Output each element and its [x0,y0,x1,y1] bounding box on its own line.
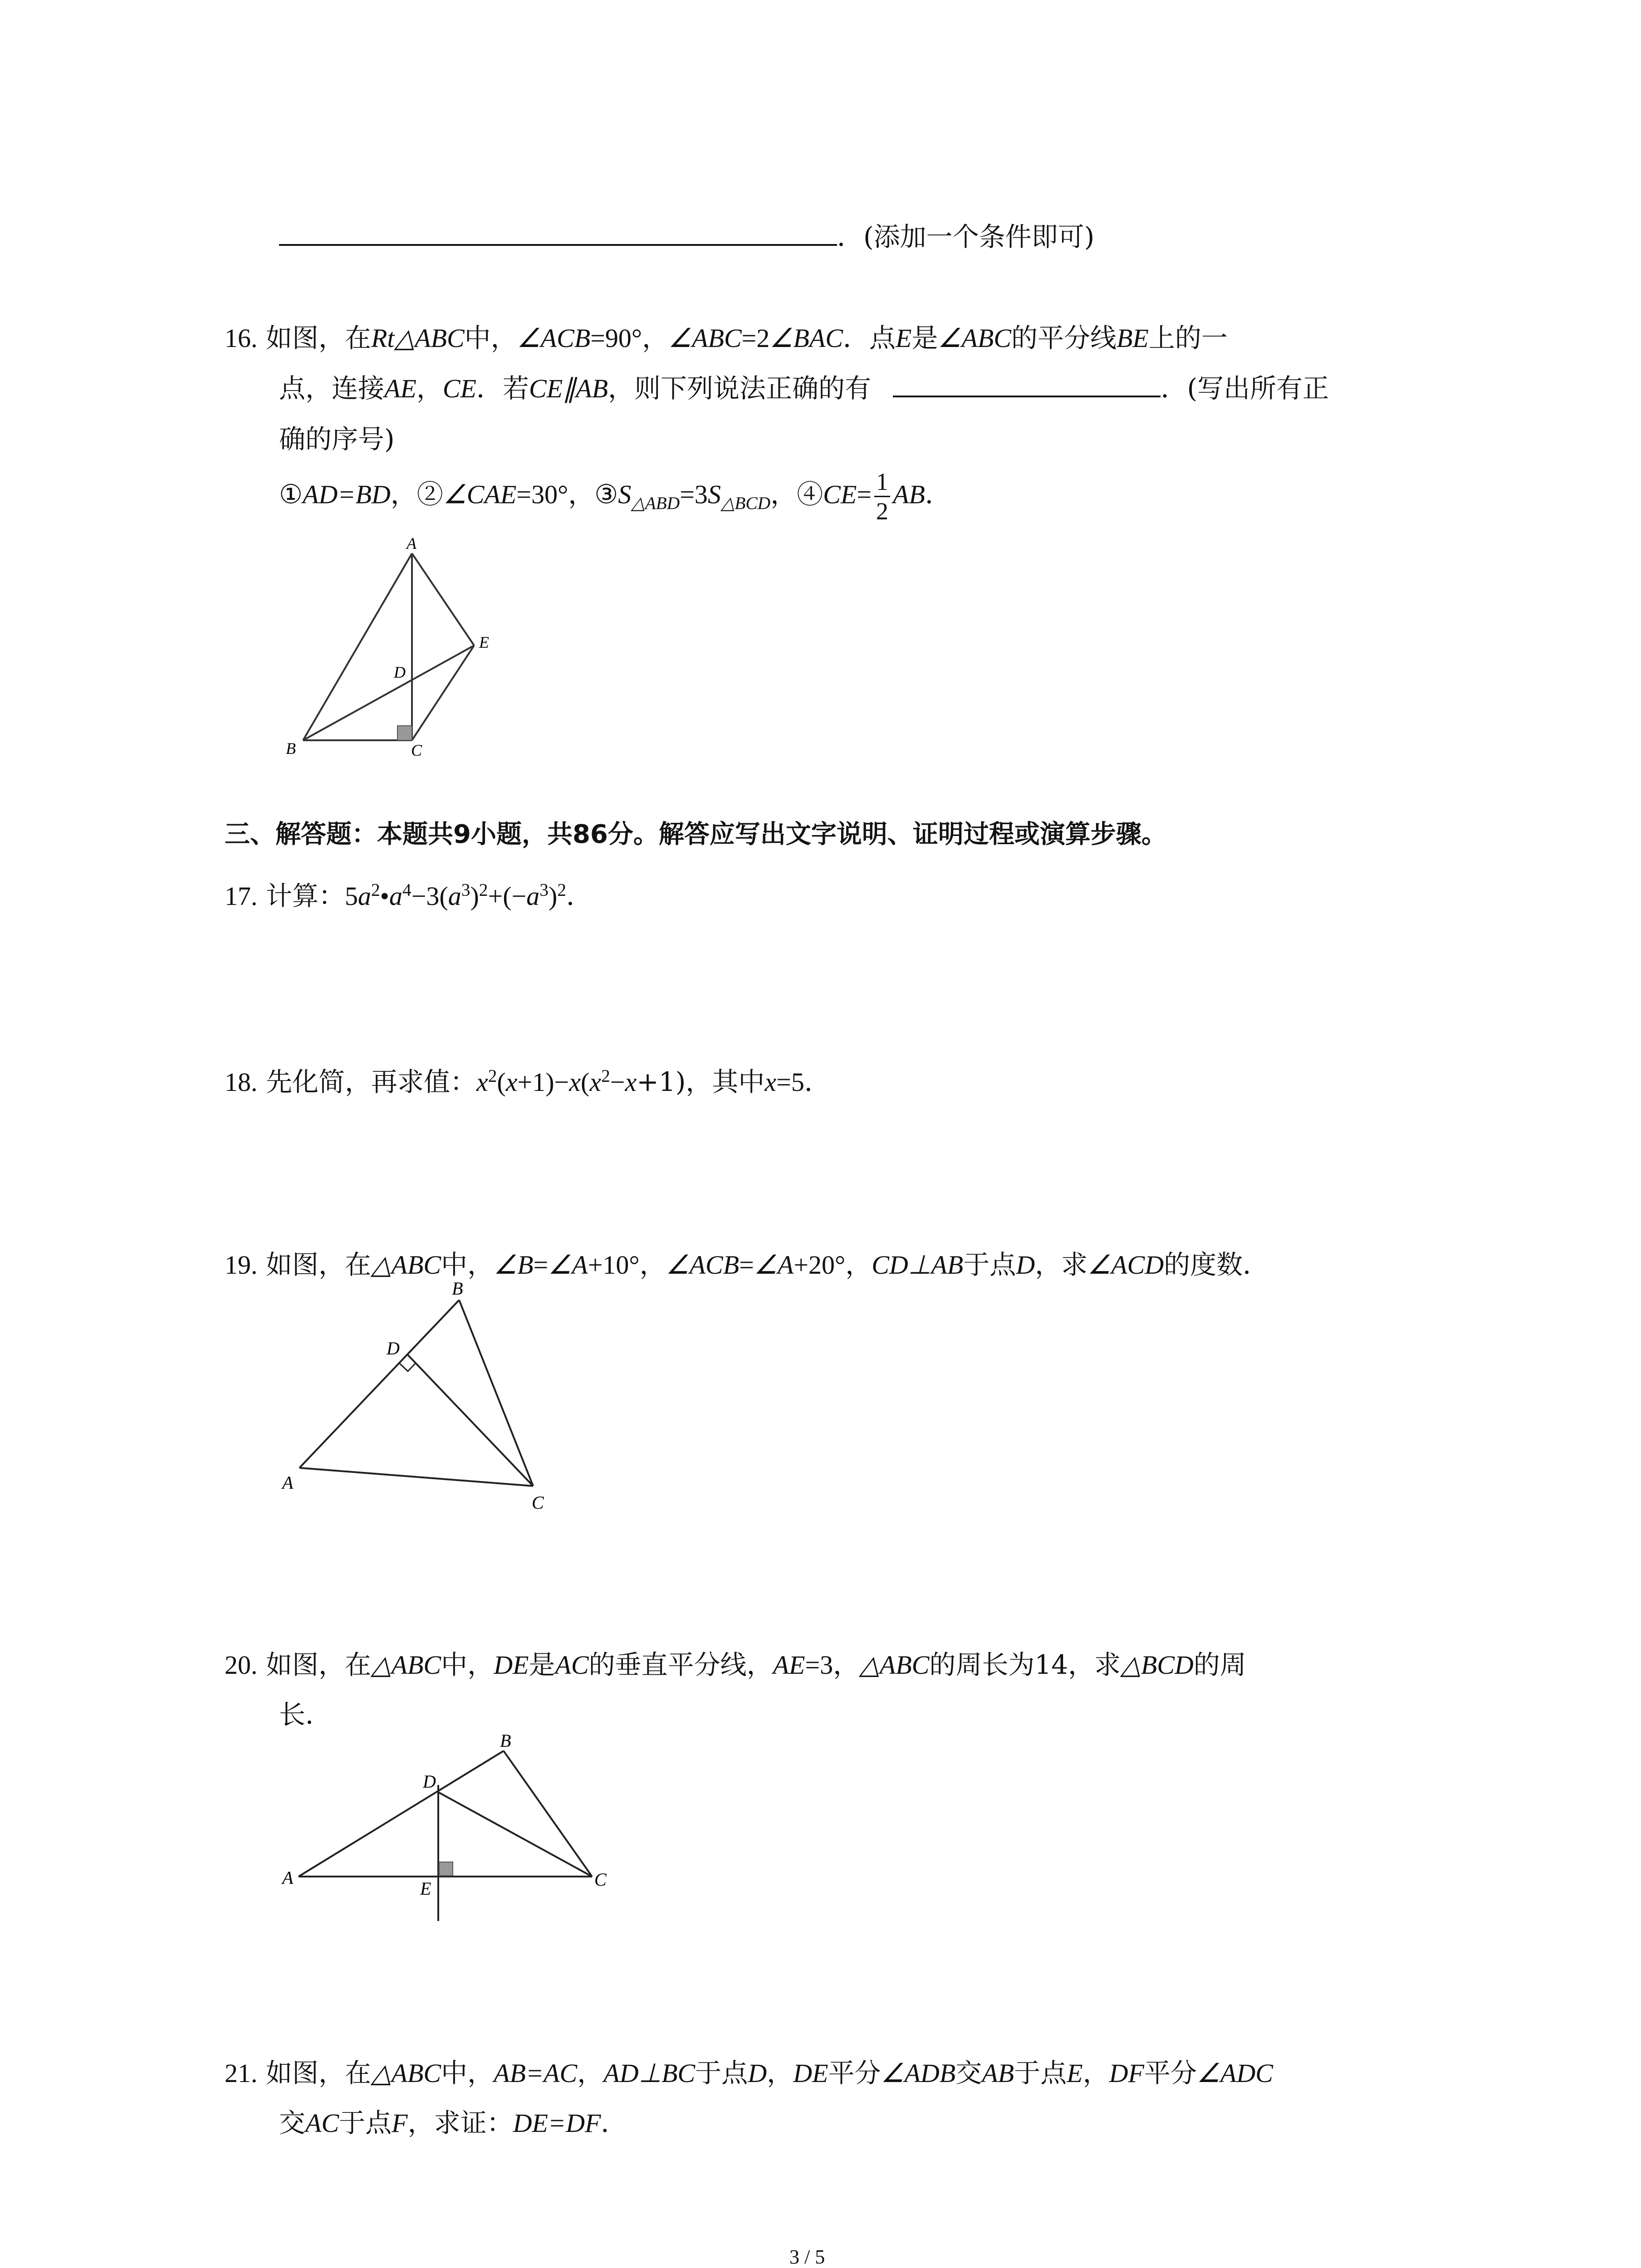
q19-math: = [533,1250,549,1280]
q20-text: 是 [529,1649,555,1680]
q17-exp: 3 [461,880,470,900]
q18-math: x [764,1067,777,1097]
q16-math: CE [442,374,477,403]
q16-text: ．(写出所有正 [1161,373,1329,404]
page-number: 3 / 5 [789,2246,825,2268]
option-marker: ① [279,479,303,510]
q21-text: ， [767,2058,794,2088]
q16-text: ．点 [843,323,896,353]
segment-bc [459,1300,533,1486]
q17-math: a [358,881,371,911]
question-number: 16. [225,323,258,353]
q21-math: DF [1109,2058,1144,2088]
q16-math: ∠BAC [769,323,843,353]
q19-line [225,1246,1269,1283]
q16-math: Rt△ABC [371,323,465,353]
q17-text: 计算： [265,880,345,911]
q16-line-3 [279,421,395,457]
question-number: 21. [225,2058,258,2088]
label-c: C [532,1492,544,1513]
separator: ， [770,479,797,510]
q15-suffix: ．(添加一个条件即可) [837,221,1095,252]
option-1: AD=BD [303,479,391,509]
label-d: D [387,1338,400,1359]
q17-math: a [389,881,402,911]
q16-math: BE [1116,323,1149,353]
segment-be [303,645,474,740]
q19-math: ∠A [754,1250,794,1280]
q18-math: ( [497,1067,506,1097]
q16-math: E [895,323,912,353]
segment-dc [438,1792,592,1877]
q21-math: ∠ADB [881,2058,956,2088]
q16-text: ， [416,373,443,404]
q16-text: 确的序号) [279,424,395,455]
label-d: D [394,663,406,681]
question-number: 19. [225,1250,258,1280]
q18-text: 先化简，再求值： [265,1066,476,1097]
q18-line [225,1064,831,1100]
q20-line-2 [279,1696,332,1733]
label-d: D [423,1771,436,1792]
fraction-numerator: 1 [874,469,890,497]
separator: ， [390,479,417,510]
q20-text: 的垂直平分线， [588,1649,773,1680]
option-3: =3 [680,479,708,509]
q21-text: ． [601,2107,627,2138]
q21-text: ，求证： [407,2107,513,2138]
q21-text: 于点 [1014,2058,1067,2088]
q21-math: △ABC [371,2058,441,2088]
q17-math: +(− [488,881,527,911]
q17-math: a [448,881,461,911]
q21-math: F [392,2108,408,2138]
q18-math: =5． [776,1067,831,1097]
option-3-sub: △BCD [720,493,771,513]
q20-line-1 [225,1647,1246,1683]
fraction-one-half [874,469,890,523]
q16-options [279,469,951,523]
segment-cd [407,1354,533,1486]
q20-text: 如图，在 [265,1649,371,1680]
option-4: CE [823,479,857,509]
option-3: S [618,479,632,509]
q16-math: =90°， [590,323,669,353]
q16-math: ∠ABC [668,323,742,353]
separator: ． [925,479,951,510]
q16-text: 是 [911,323,938,353]
q18-math: ( [580,1067,590,1097]
q19-math: D [1016,1250,1035,1280]
q21-line-2 [279,2105,627,2141]
q16-text: 的平分线 [1011,323,1117,353]
q20-math: AC [555,1650,589,1680]
segment-ce [412,645,474,740]
q20-text: 的周长为14，求 [929,1649,1121,1680]
label-e: E [479,633,489,651]
q21-line-1 [225,2055,1273,2092]
q17-math: ) [470,881,479,911]
q20-text: 中， [441,1649,494,1680]
q17-math: ) [548,881,558,911]
section-heading: 三、解答题：本题共9小题，共86分。解答应写出文字说明、证明过程或演算步骤。 [225,820,1167,849]
q20-math: △ABC [371,1650,441,1680]
answer-blank [893,370,1161,397]
q17-exp: 2 [371,880,380,900]
q20-math: DE [494,1650,529,1680]
q17-math: • [380,881,389,911]
segment-ab [303,553,412,740]
q19-text: 于点 [963,1249,1016,1280]
q21-math: AB [982,2058,1014,2088]
q18-math: x [476,1067,488,1097]
q21-text: 平分 [1144,2058,1197,2088]
q20-math: AE [773,1650,805,1680]
q17-math: −3( [411,881,448,911]
q19-math: ∠ACD [1087,1250,1164,1280]
segment-ac [299,1468,533,1486]
right-angle-mark [439,1862,453,1876]
answer-blank [279,217,837,246]
question-number: 17. [225,881,258,911]
q17-line [225,878,593,914]
segment-ab [299,1751,504,1877]
segment-bc [504,1751,592,1877]
q21-text: 于点 [695,2058,748,2088]
option-4: = [857,479,872,509]
q19-math: ∠B [494,1250,534,1280]
option-marker: ④ [797,479,823,510]
q21-text: ， [577,2058,604,2088]
q17-math: a [526,881,540,911]
q21-text: ， [1083,2058,1109,2088]
q19-math: ∠ACB [666,1250,740,1280]
q20-math: △BCD [1121,1650,1194,1680]
q18-exp: 2 [488,1066,497,1086]
q20-math: =3， [805,1650,860,1680]
q19-math: CD⊥AB [872,1250,964,1280]
q21-text: 交 [955,2058,982,2088]
q19-math: +10°， [588,1250,666,1280]
q16-math: ∠ABC [938,323,1011,353]
q19-text: ，求 [1035,1249,1088,1280]
q19-math: ∠A [548,1250,588,1280]
q16-line-1 [225,320,1228,357]
option-2: ∠CAE [443,479,517,509]
q16-figure [272,531,508,771]
q21-math: ∠ADC [1196,2058,1273,2088]
option-2-value: =30°， [516,479,595,509]
option-3-sub: △ABD [631,493,680,513]
label-a: A [407,534,416,552]
q18-math: − [610,1067,625,1097]
right-angle-mark [399,1363,416,1371]
option-marker: ② [416,479,443,510]
q21-math: AD⊥BC [603,2058,696,2088]
question-number: 18. [225,1067,258,1097]
q19-math: = [739,1250,754,1280]
q18-exp: 2 [601,1066,610,1086]
q17-exp: 2 [479,880,488,900]
q18-math: x [625,1067,637,1097]
q18-math: x [505,1067,518,1097]
q16-math: ∠ACB [517,323,591,353]
q21-text: 于点 [339,2107,392,2138]
q16-math: CE∥AB [529,374,608,403]
option-3: S [707,479,721,509]
q18-math: x [589,1067,602,1097]
q18-text: +1)，其中 [637,1066,765,1097]
q21-text: 交 [279,2107,306,2138]
q19-text: 如图，在 [265,1249,371,1280]
q17-math: 5 [344,881,358,911]
label-a: A [282,1472,294,1493]
segment-ae [412,553,474,645]
q17-exp: 4 [402,880,411,900]
q16-math: =2 [741,323,770,353]
q16-text: 中， [464,323,517,353]
q16-math: AE [384,374,416,403]
q20-math: △ABC [859,1650,930,1680]
q19-math: +20°， [794,1250,872,1280]
label-b: B [286,739,296,758]
q20-figure [272,1730,617,1930]
option-marker: ③ [594,479,618,510]
q16-line-2 [279,370,1329,407]
q21-math: AB=AC [494,2058,578,2088]
q19-text: 的度数． [1164,1249,1269,1280]
q19-figure [272,1279,563,1524]
q21-math: D [748,2058,767,2088]
q16-text: ．若 [476,373,529,404]
label-b: B [452,1279,463,1299]
q19-text: 中， [441,1249,494,1280]
q21-text: 如图，在 [265,2058,371,2088]
q21-math: DE=DF [513,2108,601,2138]
q21-text: 中， [441,2058,494,2088]
q17-exp: 2 [557,880,566,900]
q21-math: E [1067,2058,1083,2088]
label-e: E [420,1878,431,1899]
q18-math: x [569,1067,581,1097]
q17-text: ． [566,880,593,911]
q16-text: ，则下列说法正确的有 [608,373,872,404]
fraction-denominator: 2 [876,498,888,525]
q20-text: 的周 [1193,1649,1246,1680]
q21-math: DE [793,2058,828,2088]
question-number: 20. [225,1650,258,1680]
label-c: C [594,1869,607,1890]
label-c: C [411,741,422,759]
q16-text: 如图，在 [265,323,371,353]
label-b: B [500,1730,511,1751]
q16-text: 上的一 [1148,323,1228,353]
q19-math: △ABC [371,1250,441,1280]
q21-text: 平分 [828,2058,881,2088]
q20-text: 长． [279,1699,332,1730]
q18-math: +1)− [517,1067,569,1097]
q15-answer-line [279,217,1094,255]
q17-exp: 3 [539,880,549,900]
label-a: A [282,1867,294,1888]
right-angle-mark [397,726,412,740]
option-4: AB [892,479,925,509]
q16-text: 点，连接 [279,373,385,404]
q21-math: AC [305,2108,339,2138]
